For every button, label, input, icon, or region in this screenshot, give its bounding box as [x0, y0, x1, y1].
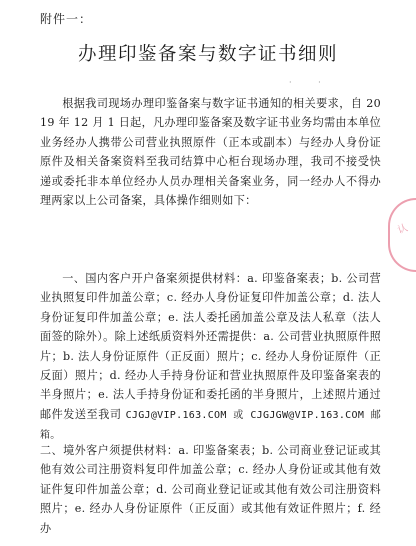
section-one-paragraph	[40, 269, 381, 446]
intro-paragraph: 根据我司现场办理印鉴备案与数字证书通知的相关要求，自 2019 年 12 月 1 日起，凡办理印鉴备案及数字证书业务均需由本单位业务经办人携带公司营业执照原件（正本或副本）与经办人身份证原件及相关备案资料至我司结算中心柜台现场办理，我司不接受快递或委托非本单位经办人员办理相关备案业务，同一经办人不得办理两家以上公司备案，具体操作细则如下：	[40, 97, 381, 208]
section-two-paragraph: 二、境外客户须提供材料：a. 印鉴备案表；b. 公司商业登记证或其他有效公司注册资料复印件加盖公章；c. 经办人身份证或其他有效证件复印件加盖公章；d. 公司商业登记证或其他有效公司注册资料照片；e. 经办人身份证原件（正反面）或其他有效证件照片；f. 经办	[40, 444, 381, 535]
official-seal-stamp	[388, 198, 416, 272]
section-one-text: 一、国内客户开户备案须提供材料：a. 印鉴备案表；b. 公司营业执照复印件加盖公章；c. 经办人身份证复印件加盖公章；d. 法人身份证复印件加盖公章；e. 法人委托函加盖公章及法人私章（法人面签的除外）。除上述纸质资料外还需提供：a. 公司营业执照原件照片；b. 法人身份证原件（正反面）照片；c. 经办人身份证原件（正反面）照片；d. 经办人手持身份证和营业执照原件及印鉴备案表的半身照片；e. 法人手持身份证和委托函的半身照片，上述照片通过邮件发送至我司	[40, 272, 381, 421]
attachment-label: 附件一：	[40, 12, 93, 26]
seal-text: 认	[396, 222, 410, 237]
decorative-dots: · ·	[289, 78, 333, 87]
document-title: 办理印鉴备案与数字证书细则	[77, 44, 338, 65]
email-addresses: CJGJ@VIP.163.COM 或 CJGJGW@VIP.163.COM 邮箱。	[40, 409, 382, 442]
